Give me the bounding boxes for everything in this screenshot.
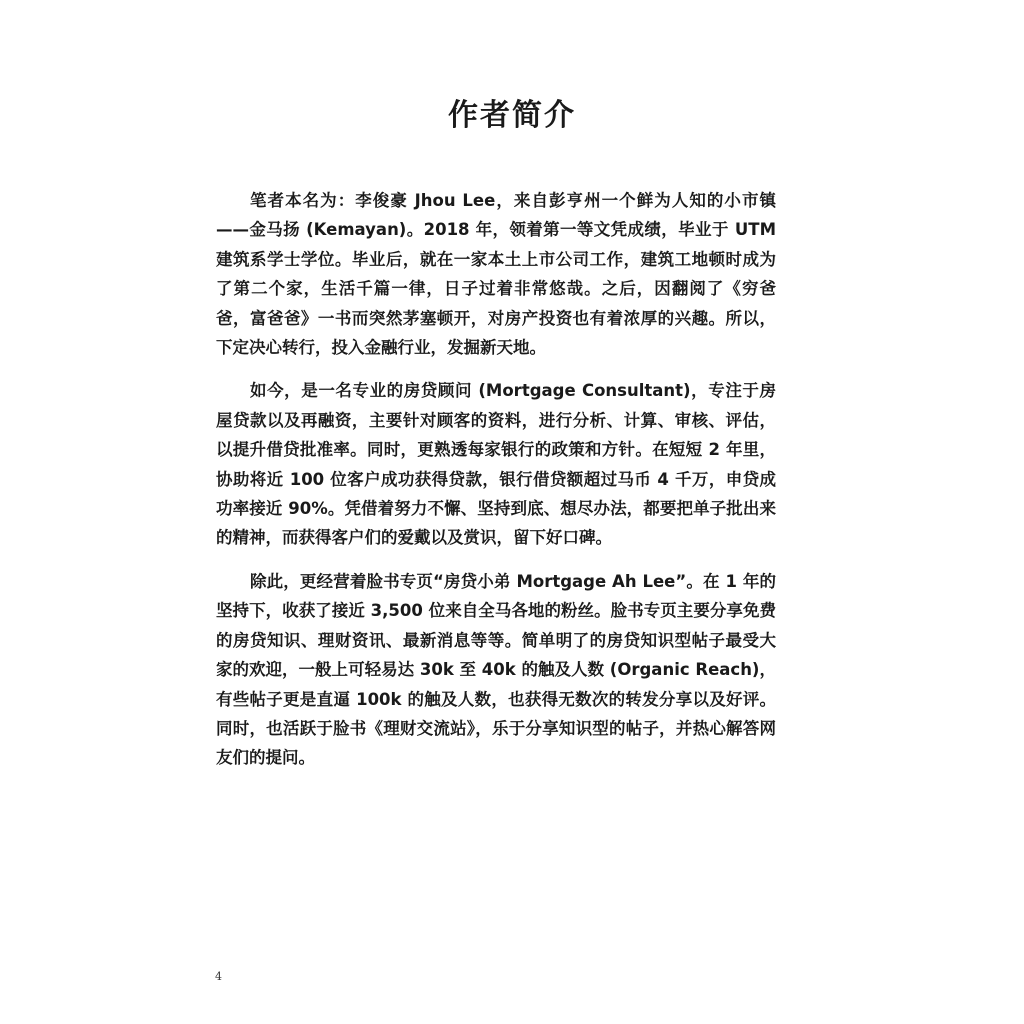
bio-paragraph-3: 除此，更经营着脸书专页“房贷小弟 Mortgage Ah Lee”。在 1 年的坚持下，收获了接近 3,500 位来自全马各地的粉丝。脸书专页主要分享免费的房贷知识、理财资讯、最新消息等等。简单明了的房贷知识型帖子最受大家的欢迎，一般上可轻易达 30k 至 40k 的触及人数 (Organic Reach)，有些帖子更是直逼 100k 的触及人数，也获得无数次的转发分享以及好评。同时，也活跃于脸书《理财交流站》，乐于分享知识型的帖子，并热心解答网友们的提问。 (216, 571, 776, 768)
author-bio (216, 186, 776, 787)
page-number: 4 (215, 970, 222, 983)
page-title: 作者简介 (448, 98, 576, 133)
bio-paragraph-2: 如今，是一名专业的房贷顾问 (Mortgage Consultant)，专注于房屋贷款以及再融资，主要针对顾客的资料，进行分析、计算、审核、评估，以提升借贷批准率。同时，更熟透每家银行的政策和方针。在短短 2 年里，协助将近 100 位客户成功获得贷款，银行借贷额超过马币 4 千万，申贷成功率接近 90%。凭借着努力不懈、坚持到底、想尽办法，都要把单子批出来的精神，而获得客户们的爱戴以及赏识，留下好口碑。 (216, 381, 776, 548)
bio-paragraph-1: 笔者本名为：李俊豪 Jhou Lee，来自彭亨州一个鲜为人知的小市镇——金马扬 (Kemayan)。2018 年，领着第一等文凭成绩，毕业于 UTM 建筑系学士学位。毕业后，就在一家本土上市公司工作，建筑工地顿时成为了第二个家，生活千篇一律，日子过着非常悠哉。之后，因翻阅了《穷爸爸，富爸爸》一书而突然茅塞顿开，对房产投资也有着浓厚的兴趣。所以，下定决心转行，投入金融行业，发掘新天地。 (216, 191, 776, 358)
